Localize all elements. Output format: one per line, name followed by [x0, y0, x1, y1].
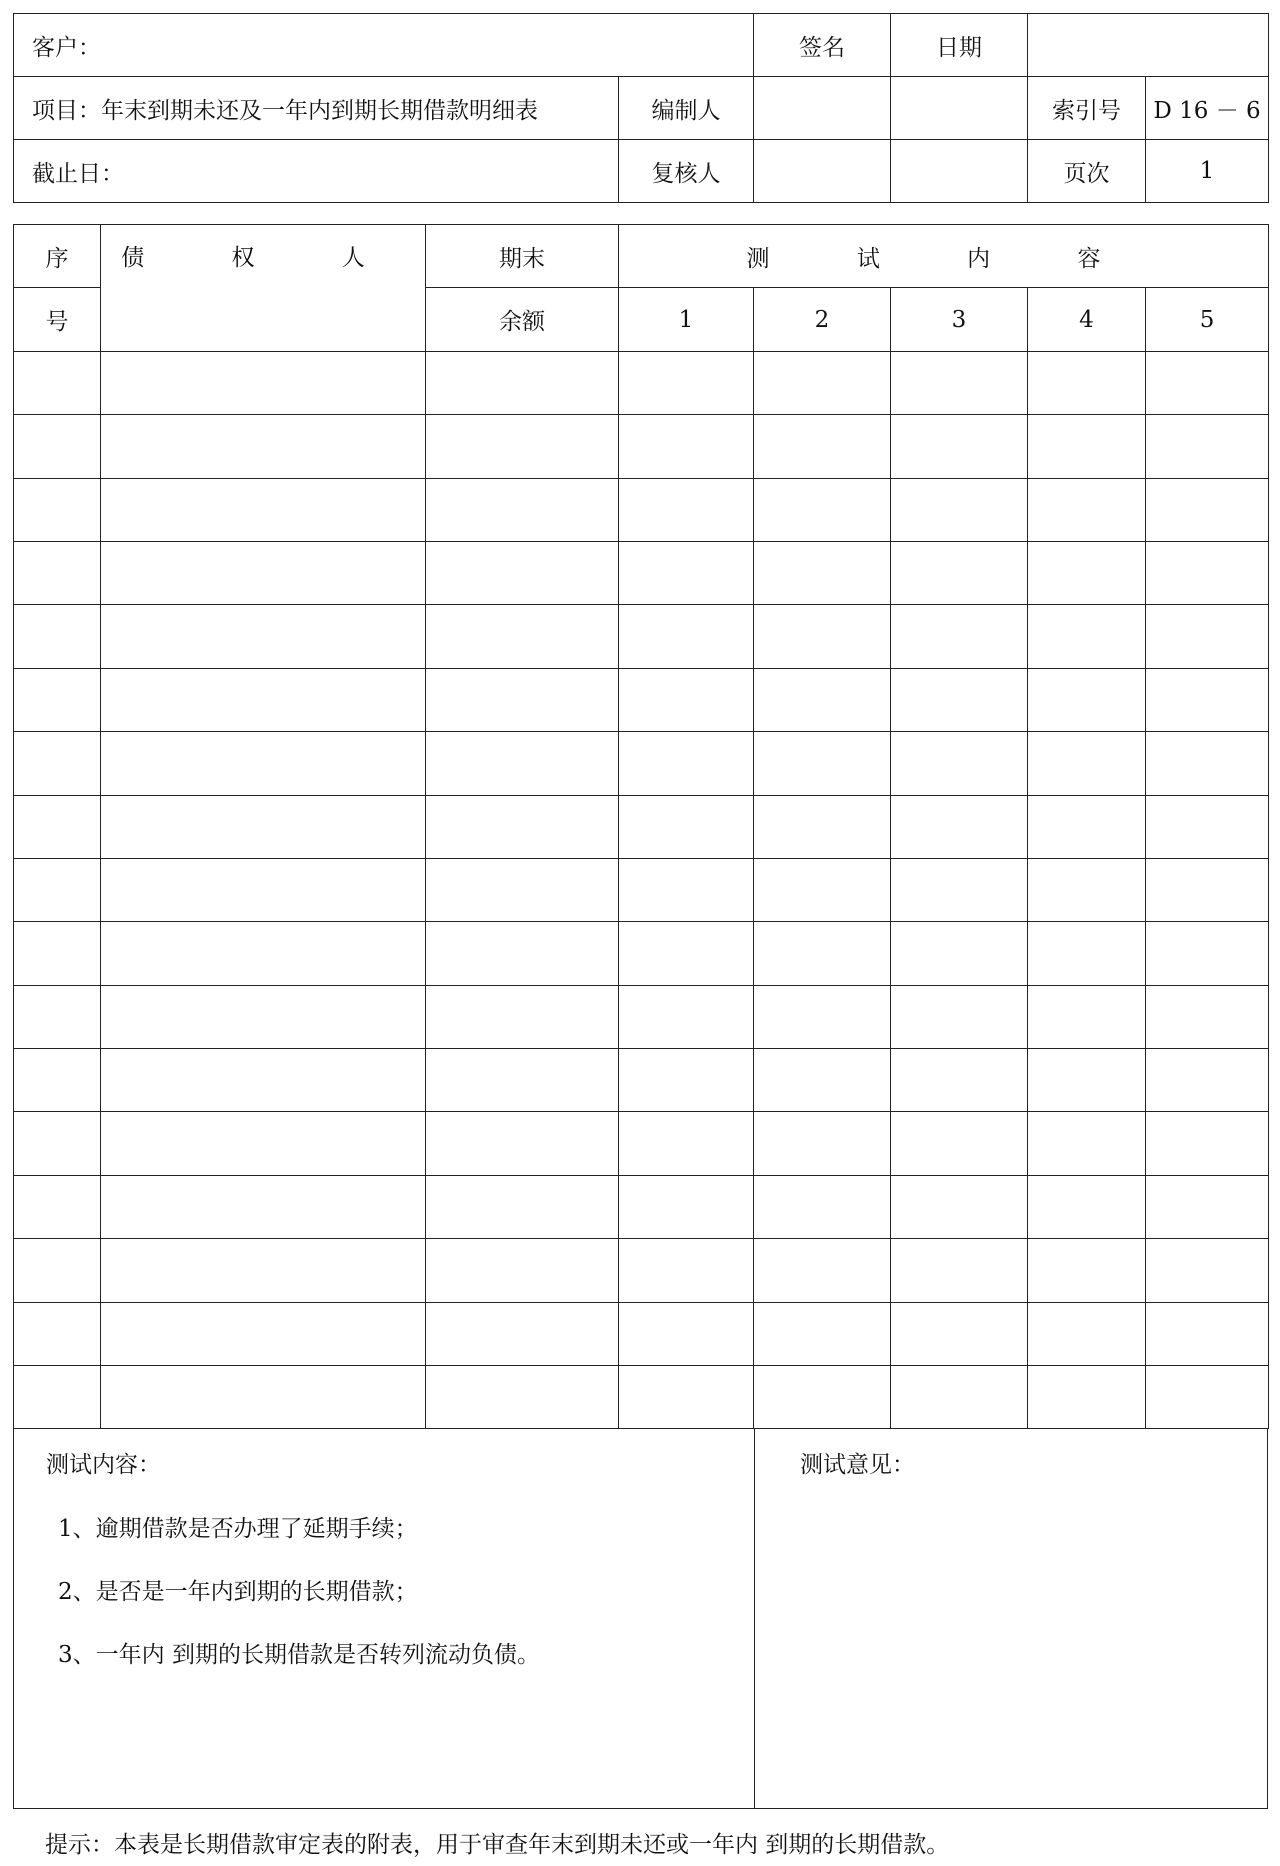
- project-label: 项目：年末到期未还及一年内到期长期借款明细表: [14, 77, 619, 140]
- table-cell[interactable]: [754, 1366, 891, 1429]
- table-cell[interactable]: [1146, 1175, 1269, 1238]
- preparer-sign-cell[interactable]: [754, 77, 891, 140]
- table-cell[interactable]: [754, 858, 891, 921]
- table-cell[interactable]: [619, 478, 754, 541]
- table-row: [14, 922, 1269, 985]
- table-cell[interactable]: [1146, 1049, 1269, 1112]
- col-creditor-header: 债 权 人: [101, 225, 426, 352]
- table-cell[interactable]: [14, 922, 101, 985]
- table-cell[interactable]: [619, 732, 754, 795]
- table-cell[interactable]: [426, 541, 619, 604]
- table-row: [14, 1366, 1269, 1429]
- table-cell[interactable]: [1146, 985, 1269, 1048]
- table-cell[interactable]: [426, 732, 619, 795]
- table-cell[interactable]: [426, 1366, 619, 1429]
- table-cell[interactable]: [1146, 922, 1269, 985]
- table-cell[interactable]: [101, 1049, 426, 1112]
- table-cell[interactable]: [1146, 668, 1269, 731]
- table-cell[interactable]: [891, 1112, 1028, 1175]
- table-cell[interactable]: [891, 605, 1028, 668]
- table-cell[interactable]: [1146, 478, 1269, 541]
- table-row: [14, 541, 1269, 604]
- table-cell[interactable]: [426, 668, 619, 731]
- table-row: [14, 1239, 1269, 1302]
- test-col-4: 4: [1028, 288, 1146, 351]
- table-cell[interactable]: [891, 1049, 1028, 1112]
- table-cell[interactable]: [754, 1239, 891, 1302]
- test-item: 3、一年内 到期的长期借款是否转列流动负债。: [58, 1642, 540, 1668]
- table-cell[interactable]: [891, 795, 1028, 858]
- table-cell[interactable]: [426, 1049, 619, 1112]
- table-cell[interactable]: [1146, 858, 1269, 921]
- table-cell[interactable]: [619, 351, 754, 414]
- table-cell[interactable]: [754, 1049, 891, 1112]
- table-cell[interactable]: [891, 1239, 1028, 1302]
- test-col-3: 3: [891, 288, 1028, 351]
- table-cell[interactable]: [1028, 541, 1146, 604]
- table-cell[interactable]: [101, 478, 426, 541]
- table-cell[interactable]: [426, 478, 619, 541]
- blank-cell: [1028, 14, 1269, 77]
- table-cell[interactable]: [14, 985, 101, 1048]
- tip-text: 提示：本表是长期借款审定表的附表，用于审查年末到期未还或一年内 到期的长期借款。: [45, 1832, 950, 1858]
- table-cell[interactable]: [754, 1175, 891, 1238]
- table-cell[interactable]: [14, 1302, 101, 1365]
- notes-divider: [754, 1428, 755, 1808]
- detail-table: [13, 224, 1269, 1429]
- table-cell[interactable]: [14, 1175, 101, 1238]
- col-balance-header: 期末: [426, 225, 619, 288]
- table-cell[interactable]: [754, 668, 891, 731]
- table-cell[interactable]: [619, 985, 754, 1048]
- test-col-1: 1: [619, 288, 754, 351]
- table-cell[interactable]: [101, 922, 426, 985]
- table-row: [14, 985, 1269, 1048]
- table-row: [14, 605, 1269, 668]
- table-cell[interactable]: [754, 605, 891, 668]
- table-cell[interactable]: [14, 1049, 101, 1112]
- col-seq-header: 序: [14, 225, 101, 288]
- test-col-5: 5: [1146, 288, 1269, 351]
- cutoff-label: 截止日：: [14, 140, 619, 203]
- table-cell[interactable]: [754, 732, 891, 795]
- table-cell[interactable]: [1146, 605, 1269, 668]
- table-cell[interactable]: [891, 668, 1028, 731]
- table-cell[interactable]: [101, 668, 426, 731]
- table-cell[interactable]: [101, 732, 426, 795]
- table-cell[interactable]: [1146, 795, 1269, 858]
- table-row: [14, 415, 1269, 478]
- reviewer-sign-cell[interactable]: [754, 140, 891, 203]
- table-cell[interactable]: [891, 415, 1028, 478]
- table-cell[interactable]: [101, 415, 426, 478]
- preparer-date-cell[interactable]: [891, 77, 1028, 140]
- table-row: [14, 668, 1269, 731]
- table-cell[interactable]: [14, 605, 101, 668]
- table-cell[interactable]: [1028, 1112, 1146, 1175]
- table-cell[interactable]: [1028, 415, 1146, 478]
- table-cell[interactable]: [14, 1239, 101, 1302]
- table-cell[interactable]: [891, 1302, 1028, 1365]
- table-cell[interactable]: [1028, 351, 1146, 414]
- table-cell[interactable]: [891, 478, 1028, 541]
- header-table: [13, 13, 1269, 203]
- table-cell[interactable]: [619, 1049, 754, 1112]
- table-cell[interactable]: [1146, 1302, 1269, 1365]
- table-cell[interactable]: [14, 795, 101, 858]
- table-cell[interactable]: [619, 1112, 754, 1175]
- index-label: 索引号: [1028, 77, 1146, 140]
- table-cell[interactable]: [619, 1366, 754, 1429]
- test-item: 2、是否是一年内到期的长期借款；: [58, 1579, 418, 1605]
- table-cell[interactable]: [426, 605, 619, 668]
- table-cell[interactable]: [14, 1112, 101, 1175]
- page-value: 1: [1146, 140, 1269, 203]
- table-cell[interactable]: [1028, 1049, 1146, 1112]
- table-cell[interactable]: [1028, 732, 1146, 795]
- table-cell[interactable]: [1146, 1366, 1269, 1429]
- table-cell[interactable]: [619, 1302, 754, 1365]
- table-cell[interactable]: [891, 985, 1028, 1048]
- reviewer-date-cell[interactable]: [891, 140, 1028, 203]
- page-label: 页次: [1028, 140, 1146, 203]
- table-cell[interactable]: [754, 351, 891, 414]
- table-cell[interactable]: [101, 858, 426, 921]
- table-cell[interactable]: [754, 541, 891, 604]
- table-cell[interactable]: [619, 922, 754, 985]
- table-cell[interactable]: [619, 415, 754, 478]
- table-cell[interactable]: [1028, 922, 1146, 985]
- table-row: [14, 858, 1269, 921]
- table-cell[interactable]: [619, 795, 754, 858]
- test-col-2: 2: [754, 288, 891, 351]
- table-cell[interactable]: [619, 858, 754, 921]
- reviewer-label: 复核人: [619, 140, 754, 203]
- table-cell[interactable]: [1146, 541, 1269, 604]
- table-cell[interactable]: [754, 1302, 891, 1365]
- table-row: [14, 1112, 1269, 1175]
- table-cell[interactable]: [1146, 351, 1269, 414]
- table-cell[interactable]: [891, 732, 1028, 795]
- table-cell[interactable]: [14, 415, 101, 478]
- table-cell[interactable]: [1028, 668, 1146, 731]
- date-label: 日期: [891, 14, 1028, 77]
- col-seq-header-2: 号: [14, 288, 101, 351]
- table-cell[interactable]: [101, 605, 426, 668]
- table-cell[interactable]: [426, 922, 619, 985]
- table-cell[interactable]: [754, 415, 891, 478]
- table-row: [14, 1049, 1269, 1112]
- table-cell[interactable]: [619, 541, 754, 604]
- preparer-label: 编制人: [619, 77, 754, 140]
- table-cell[interactable]: [101, 351, 426, 414]
- table-cell[interactable]: [1146, 732, 1269, 795]
- test-item: 1、逾期借款是否办理了延期手续；: [58, 1516, 418, 1542]
- table-cell[interactable]: [1028, 795, 1146, 858]
- table-cell[interactable]: [101, 985, 426, 1048]
- table-cell[interactable]: [14, 858, 101, 921]
- table-cell[interactable]: [754, 1112, 891, 1175]
- table-cell[interactable]: [14, 541, 101, 604]
- table-cell[interactable]: [426, 415, 619, 478]
- table-cell[interactable]: [101, 1112, 426, 1175]
- col-test-header: 测 试 内 容: [619, 225, 1269, 288]
- col-balance-header-2: 余额: [426, 288, 619, 351]
- table-cell[interactable]: [14, 478, 101, 541]
- table-cell[interactable]: [426, 1302, 619, 1365]
- client-label: 客户：: [14, 14, 754, 77]
- table-cell[interactable]: [619, 605, 754, 668]
- table-cell[interactable]: [891, 858, 1028, 921]
- table-cell[interactable]: [891, 351, 1028, 414]
- index-value: D 16 － 6: [1146, 77, 1269, 140]
- table-cell[interactable]: [426, 351, 619, 414]
- table-cell[interactable]: [1028, 478, 1146, 541]
- table-cell[interactable]: [1028, 985, 1146, 1048]
- table-cell[interactable]: [14, 668, 101, 731]
- notes-box: [13, 1428, 1268, 1809]
- table-cell[interactable]: [754, 795, 891, 858]
- table-row: [14, 732, 1269, 795]
- table-cell[interactable]: [891, 922, 1028, 985]
- table-cell[interactable]: [1028, 1302, 1146, 1365]
- table-cell[interactable]: [754, 922, 891, 985]
- table-cell[interactable]: [101, 1239, 426, 1302]
- table-row: [14, 478, 1269, 541]
- table-cell[interactable]: [426, 1175, 619, 1238]
- table-cell[interactable]: [891, 1366, 1028, 1429]
- table-cell[interactable]: [14, 1366, 101, 1429]
- table-cell[interactable]: [1146, 415, 1269, 478]
- table-cell[interactable]: [101, 795, 426, 858]
- table-cell[interactable]: [754, 985, 891, 1048]
- table-row: [14, 1302, 1269, 1365]
- table-cell[interactable]: [619, 668, 754, 731]
- table-cell[interactable]: [101, 541, 426, 604]
- table-cell[interactable]: [426, 858, 619, 921]
- table-cell[interactable]: [891, 541, 1028, 604]
- table-cell[interactable]: [1028, 605, 1146, 668]
- table-cell[interactable]: [426, 1112, 619, 1175]
- table-cell[interactable]: [101, 1302, 426, 1365]
- table-cell[interactable]: [426, 985, 619, 1048]
- test-opinion-label: 测试意见：: [800, 1452, 915, 1478]
- table-cell[interactable]: [101, 1175, 426, 1238]
- table-cell[interactable]: [1028, 858, 1146, 921]
- test-content-label: 测试内容：: [46, 1452, 161, 1478]
- table-cell[interactable]: [14, 732, 101, 795]
- table-cell[interactable]: [101, 1366, 426, 1429]
- table-cell[interactable]: [1146, 1112, 1269, 1175]
- sign-label: 签名: [754, 14, 891, 77]
- table-cell[interactable]: [891, 1175, 1028, 1238]
- table-cell[interactable]: [619, 1239, 754, 1302]
- table-row: [14, 795, 1269, 858]
- table-row: [14, 351, 1269, 414]
- table-cell[interactable]: [1028, 1175, 1146, 1238]
- table-cell[interactable]: [426, 1239, 619, 1302]
- table-cell[interactable]: [1028, 1366, 1146, 1429]
- table-cell[interactable]: [1028, 1239, 1146, 1302]
- table-cell[interactable]: [754, 478, 891, 541]
- table-cell[interactable]: [426, 795, 619, 858]
- table-cell[interactable]: [14, 351, 101, 414]
- table-cell[interactable]: [1146, 1239, 1269, 1302]
- table-cell[interactable]: [619, 1175, 754, 1238]
- table-row: [14, 1175, 1269, 1238]
